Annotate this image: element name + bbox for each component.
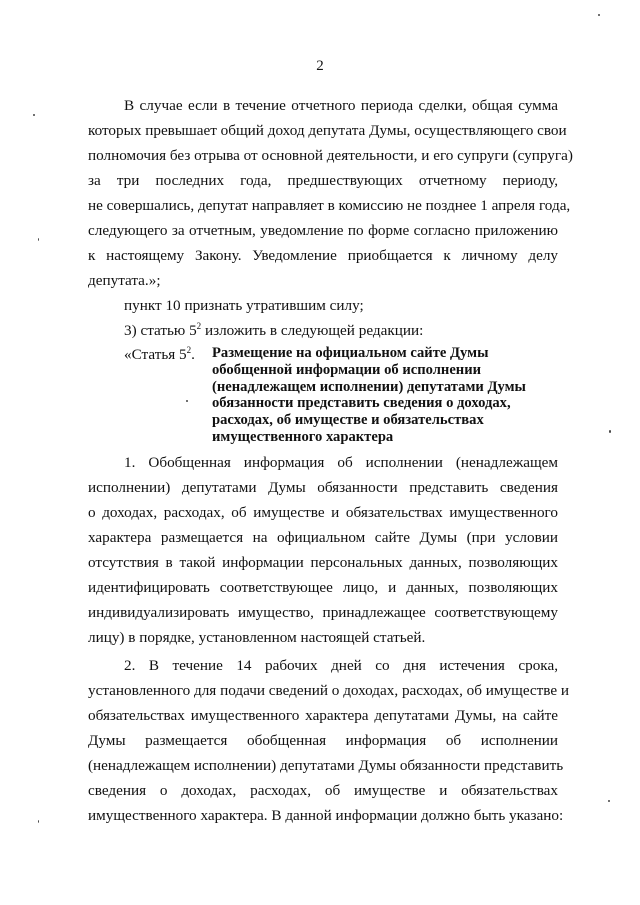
item-2-line: 2. В течение 14 рабочих дней со дня истечения срока, xyxy=(124,657,558,674)
article-title-line: обязанности представить сведения о доходах, xyxy=(212,395,511,412)
paragraph-1-line: полномочия без отрыва от основной деятельности, и его супруги (супруга) xyxy=(88,147,573,164)
item-2-line: сведения о доходах, расходах, об имуществе и обязательствах xyxy=(88,782,558,799)
paragraph-1-line: которых превышает общий доход депутата Думы, осуществляющего свои xyxy=(88,122,567,139)
article-title-line: имущественного характера xyxy=(212,428,394,445)
scan-speck xyxy=(608,800,610,802)
paragraph-1-line: к настоящему Закону. Уведомление приобщается к личному делу xyxy=(88,247,558,264)
paragraph-1-line: следующего за отчетным, уведомление по форме согласно приложению xyxy=(88,222,558,239)
item-2-line: имущественного характера. В данной информации должно быть указано: xyxy=(88,807,564,824)
item-1-line: лицу) в порядке, установленном настоящей статьей. xyxy=(88,629,426,646)
item-10-text: пункт 10 признать утратившим силу; xyxy=(124,297,364,314)
article-label: «Статья $5^2$. xyxy=(124,344,195,363)
article-title xyxy=(212,345,558,446)
scan-speck xyxy=(609,430,611,433)
item-2-line: установленного для подачи сведений о доходах, расходах, об имуществе и xyxy=(88,682,570,699)
item-3-text: 3) статью $5^2$ изложить в следующей редакции: xyxy=(124,320,424,339)
item-1-line: индивидуализировать имущество, принадлежащее соответствующему xyxy=(88,604,558,621)
paragraph-1-line: не совершались, депутат направляет в комиссию не позднее 1 апреля года, xyxy=(88,197,571,214)
item-1-line: исполнении) депутатами Думы обязанности представить сведения xyxy=(88,479,558,496)
scan-speck xyxy=(38,238,39,241)
article-title-line: (ненадлежащем исполнении) депутатами Думы xyxy=(212,378,526,395)
page-number: 2 xyxy=(316,58,324,74)
article-title-line: расходах, об имуществе и обязательствах xyxy=(212,412,484,429)
item-1-line: отсутствия в такой информации персональных данных, позволяющих xyxy=(88,554,558,571)
item-1-line: 1. Обобщенная информация об исполнении (ненадлежащем xyxy=(124,454,558,471)
paragraph-1-line: за три последних года, предшествующих отчетному периоду, xyxy=(88,172,558,189)
scan-speck xyxy=(186,400,188,402)
paragraph-1-line: депутата.»; xyxy=(88,272,161,289)
item-1-line: идентифицировать соответствующее лицо, и данных, позволяющих xyxy=(88,579,558,596)
scan-speck xyxy=(33,114,35,116)
scan-speck xyxy=(598,14,600,16)
item-2-line: обязательствах имущественного характера депутатами Думы, на сайте xyxy=(88,707,558,724)
article-title-line: Размещение на официальном сайте Думы xyxy=(212,345,489,361)
item-2-line: Думы размещается обобщенная информация об исполнении xyxy=(88,732,558,749)
item-1-line: характера размещается на официальном сайте Думы (при условии xyxy=(88,529,558,546)
item-1-line: о доходах, расходах, об имуществе и обязательствах имущественного xyxy=(88,504,558,521)
article-title-line: обобщенной информации об исполнении xyxy=(212,361,482,378)
paragraph-1-line: В случае если в течение отчетного периода сделки, общая сумма xyxy=(124,97,558,114)
item-2-line: (ненадлежащем исполнении) депутатами Думы обязанности представить xyxy=(88,757,564,774)
scan-speck xyxy=(38,820,39,823)
